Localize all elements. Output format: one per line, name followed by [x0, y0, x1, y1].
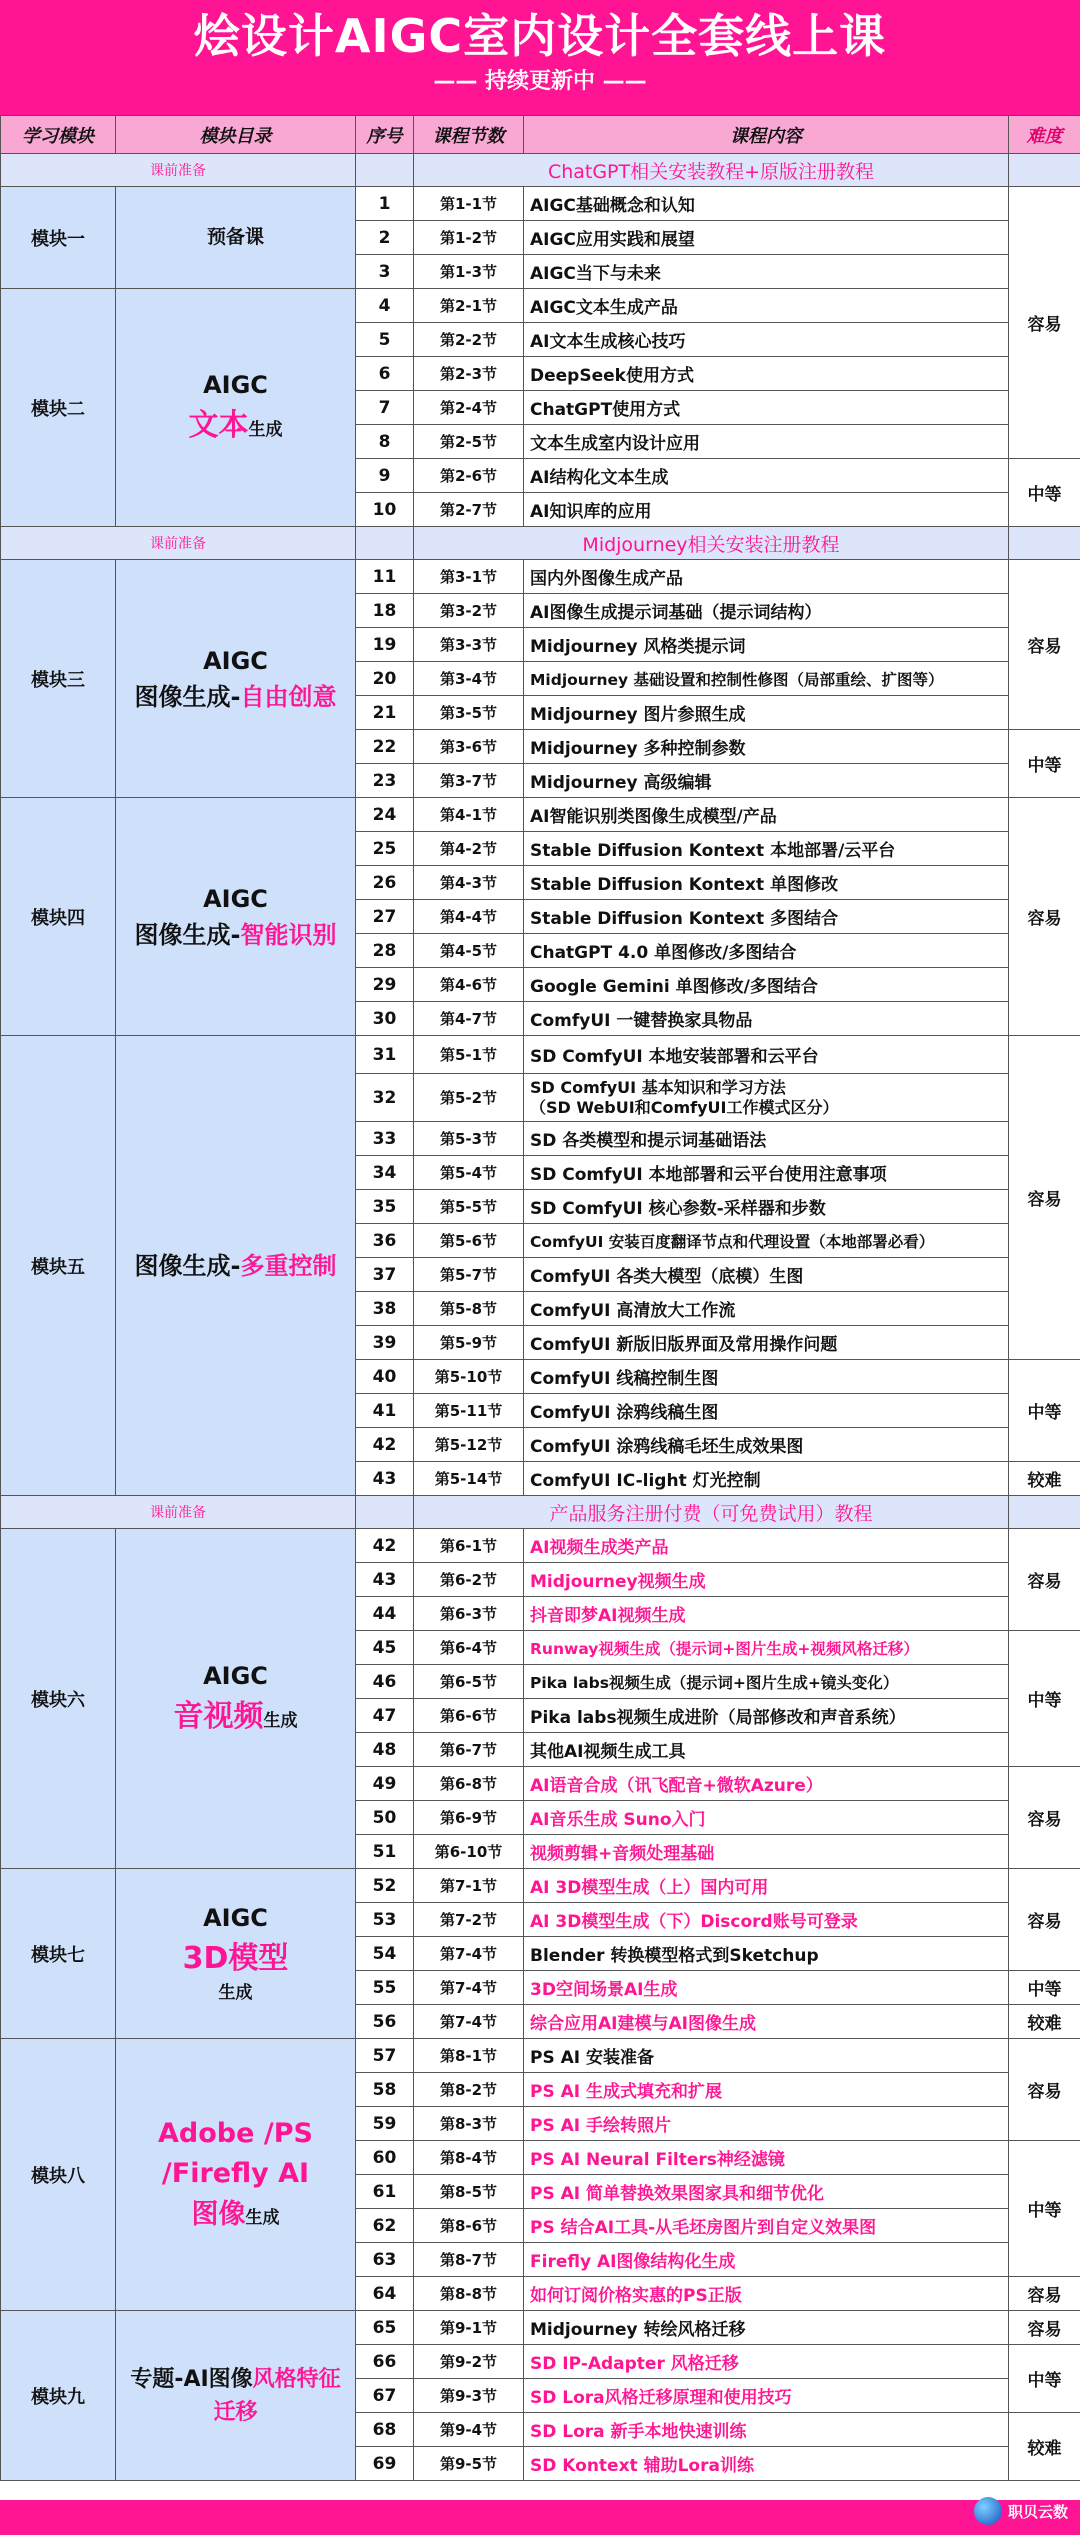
section-cell: 第6-5节: [414, 1665, 524, 1699]
table-row: [1, 289, 1080, 323]
seq-cell: 38: [356, 1292, 414, 1326]
section-cell: 第2-6节: [414, 459, 524, 493]
difficulty-cell: 中等: [1009, 2345, 1080, 2413]
module-dir-highlight: 多重控制: [240, 1251, 337, 1280]
content-cell: AIGC当下与未来: [524, 255, 1009, 289]
section-cell: 第8-4节: [414, 2141, 524, 2175]
seq-cell: 24: [356, 798, 414, 832]
module-directory: [116, 289, 356, 527]
module-dir-text: 图像生成-: [134, 920, 241, 949]
content-cell: SD Lora风格迁移原理和使用技巧: [524, 2379, 1009, 2413]
difficulty-cell: 较难: [1009, 2005, 1080, 2039]
table-row: [1, 1036, 1080, 1074]
module-dir-highlight: 自由创意: [240, 682, 337, 711]
seq-cell: 35: [356, 1190, 414, 1224]
module-dir-text: 专题-AI图像: [130, 2366, 253, 2392]
seq-cell: 33: [356, 1122, 414, 1156]
section-cell: 第4-5节: [414, 934, 524, 968]
globe-logo-icon: [974, 2497, 1002, 2525]
difficulty-cell: 容易: [1009, 187, 1080, 459]
difficulty-cell: 容易: [1009, 1869, 1080, 1971]
section-cell: 第9-2节: [414, 2345, 524, 2379]
col-header-content: 课程内容: [524, 116, 1009, 154]
seq-cell: 18: [356, 594, 414, 628]
seq-cell: 60: [356, 2141, 414, 2175]
seq-cell: 64: [356, 2277, 414, 2311]
section-cell: 第8-5节: [414, 2175, 524, 2209]
page-footer: [0, 2500, 1080, 2535]
content-cell: PS AI 安装准备: [524, 2039, 1009, 2073]
prep-row: [1, 154, 1080, 187]
content-cell: SD IP-Adapter 风格迁移: [524, 2345, 1009, 2379]
module-name: 模块七: [1, 1869, 116, 2039]
content-cell: PS 结合AI工具-从毛坯房图片到自定义效果图: [524, 2209, 1009, 2243]
content-cell: ComfyUI 各类大模型（底模）生图: [524, 1258, 1009, 1292]
difficulty-cell: 较难: [1009, 2413, 1080, 2481]
prep-row: [1, 527, 1080, 560]
content-cell: AIGC应用实践和展望: [524, 221, 1009, 255]
section-cell: 第9-4节: [414, 2413, 524, 2447]
content-cell: 其他AI视频生成工具: [524, 1733, 1009, 1767]
module-name: 模块二: [1, 289, 116, 527]
section-cell: 第2-3节: [414, 357, 524, 391]
content-cell: Midjourney 基础设置和控制性修图（局部重绘、扩图等）: [524, 662, 1009, 696]
module-dir-suffix: 生成: [248, 420, 283, 440]
module-dir-suffix: 生成: [218, 1983, 253, 2004]
section-cell: 第1-3节: [414, 255, 524, 289]
seq-cell: 43: [356, 1462, 414, 1496]
content-cell: ComfyUI 高清放大工作流: [524, 1292, 1009, 1326]
watermark: [974, 2497, 1068, 2525]
section-cell: 第4-6节: [414, 968, 524, 1002]
seq-cell: 3: [356, 255, 414, 289]
section-cell: 第5-3节: [414, 1122, 524, 1156]
table-row: [1, 560, 1080, 594]
section-cell: 第3-7节: [414, 764, 524, 798]
content-cell: Stable Diffusion Kontext 本地部署/云平台: [524, 832, 1009, 866]
section-cell: 第4-3节: [414, 866, 524, 900]
content-cell: Stable Diffusion Kontext 单图修改: [524, 866, 1009, 900]
table-row: [1, 2311, 1080, 2345]
seq-cell: 58: [356, 2073, 414, 2107]
module-dir-line: AIGC: [203, 646, 268, 675]
seq-cell: 32: [356, 1074, 414, 1122]
table-row: [1, 2039, 1080, 2073]
content-cell: AI语音合成（讯飞配音+微软Azure）: [524, 1767, 1009, 1801]
content-cell: ComfyUI 涂鸦线稿生图: [524, 1394, 1009, 1428]
difficulty-cell: 中等: [1009, 1631, 1080, 1767]
difficulty-cell: 中等: [1009, 2141, 1080, 2277]
content-cell: Runway视频生成（提示词+图片生成+视频风格迁移）: [524, 1631, 1009, 1665]
difficulty-cell: 较难: [1009, 1462, 1080, 1496]
seq-cell: 29: [356, 968, 414, 1002]
seq-cell: 20: [356, 662, 414, 696]
col-header-section: 课程节数: [414, 116, 524, 154]
section-cell: 第7-2节: [414, 1903, 524, 1937]
section-cell: 第9-5节: [414, 2447, 524, 2481]
content-line-sub: （SD WebUI和ComfyUI工作模式区分）: [530, 1097, 839, 1117]
difficulty-cell: 中等: [1009, 1360, 1080, 1462]
seq-cell: 30: [356, 1002, 414, 1036]
module-dir-line: 迁移: [213, 2399, 258, 2425]
module-directory: [116, 560, 356, 798]
seq-cell: 22: [356, 730, 414, 764]
module-name: 模块一: [1, 187, 116, 289]
content-cell: 抖音即梦AI视频生成: [524, 1597, 1009, 1631]
seq-cell: 68: [356, 2413, 414, 2447]
content-cell: 国内外图像生成产品: [524, 560, 1009, 594]
seq-cell: 54: [356, 1937, 414, 1971]
seq-cell: 44: [356, 1597, 414, 1631]
seq-cell: 28: [356, 934, 414, 968]
module-dir-highlight: 风格特征: [252, 2366, 341, 2392]
page-subtitle: —— 持续更新中 ——: [433, 69, 647, 94]
seq-cell: 21: [356, 696, 414, 730]
content-cell: AI图像生成提示词基础（提示词结构）: [524, 594, 1009, 628]
section-cell: 第5-7节: [414, 1258, 524, 1292]
content-cell: ComfyUI 涂鸦线稿毛坯生成效果图: [524, 1428, 1009, 1462]
module-directory: [116, 2039, 356, 2311]
content-cell: ComfyUI 一键替换家具物品: [524, 1002, 1009, 1036]
seq-cell: 49: [356, 1767, 414, 1801]
section-cell: 第5-12节: [414, 1428, 524, 1462]
section-cell: 第5-2节: [414, 1074, 524, 1122]
content-cell: SD ComfyUI 本地安装部署和云平台: [524, 1036, 1009, 1074]
content-cell: DeepSeek使用方式: [524, 357, 1009, 391]
seq-cell: 50: [356, 1801, 414, 1835]
table-row: [1, 187, 1080, 221]
section-cell: 第4-4节: [414, 900, 524, 934]
seq-cell: 55: [356, 1971, 414, 2005]
seq-cell: 8: [356, 425, 414, 459]
content-cell: ChatGPT 4.0 单图修改/多图结合: [524, 934, 1009, 968]
section-cell: 第8-7节: [414, 2243, 524, 2277]
content-cell: SD Lora 新手本地快速训练: [524, 2413, 1009, 2447]
difficulty-cell: 中等: [1009, 1971, 1080, 2005]
section-cell: 第5-14节: [414, 1462, 524, 1496]
content-cell: AI视频生成类产品: [524, 1529, 1009, 1563]
section-cell: 第9-3节: [414, 2379, 524, 2413]
content-cell: Midjourney 高级编辑: [524, 764, 1009, 798]
module-name: 模块八: [1, 2039, 116, 2311]
seq-cell: 42: [356, 1529, 414, 1563]
seq-cell: 51: [356, 1835, 414, 1869]
seq-cell: 27: [356, 900, 414, 934]
section-cell: 第7-4节: [414, 1937, 524, 1971]
seq-cell: 63: [356, 2243, 414, 2277]
seq-cell: 37: [356, 1258, 414, 1292]
page-header: [0, 0, 1080, 115]
content-cell: 如何订阅价格实惠的PS正版: [524, 2277, 1009, 2311]
seq-cell: 43: [356, 1563, 414, 1597]
prep-label: 课前准备: [1, 1496, 356, 1529]
content-cell: AI结构化文本生成: [524, 459, 1009, 493]
prep-label: 课前准备: [1, 527, 356, 560]
content-cell: ComfyUI 新版旧版界面及常用操作问题: [524, 1326, 1009, 1360]
content-cell: PS AI Neural Filters神经滤镜: [524, 2141, 1009, 2175]
section-cell: 第7-4节: [414, 2005, 524, 2039]
seq-cell: 31: [356, 1036, 414, 1074]
section-cell: 第8-8节: [414, 2277, 524, 2311]
content-cell: 文本生成室内设计应用: [524, 425, 1009, 459]
content-cell: AIGC文本生成产品: [524, 289, 1009, 323]
module-name: 模块五: [1, 1036, 116, 1496]
content-cell: PS AI 简单替换效果图家具和细节优化: [524, 2175, 1009, 2209]
seq-cell: 46: [356, 1665, 414, 1699]
module-dir-highlight: 智能识别: [240, 920, 337, 949]
table-row: [1, 1869, 1080, 1903]
content-cell: PS AI 手绘转照片: [524, 2107, 1009, 2141]
content-cell: AIGC基础概念和认知: [524, 187, 1009, 221]
seq-cell: 52: [356, 1869, 414, 1903]
content-cell: SD 各类模型和提示词基础语法: [524, 1122, 1009, 1156]
section-cell: 第6-7节: [414, 1733, 524, 1767]
seq-cell: 10: [356, 493, 414, 527]
difficulty-cell: 容易: [1009, 2311, 1080, 2345]
section-cell: 第3-3节: [414, 628, 524, 662]
content-cell: AI文本生成核心技巧: [524, 323, 1009, 357]
seq-cell: 65: [356, 2311, 414, 2345]
difficulty-cell: 中等: [1009, 730, 1080, 798]
table-header-row: [1, 116, 1080, 154]
content-cell: Google Gemini 单图修改/多图结合: [524, 968, 1009, 1002]
table-row: [1, 1529, 1080, 1563]
section-cell: 第6-10节: [414, 1835, 524, 1869]
section-cell: 第4-1节: [414, 798, 524, 832]
section-cell: 第5-9节: [414, 1326, 524, 1360]
module-dir-line: /Firefly AI: [161, 2158, 310, 2190]
module-dir-highlight: 图像: [191, 2198, 246, 2230]
module-name: 模块三: [1, 560, 116, 798]
content-cell: AI知识库的应用: [524, 493, 1009, 527]
seq-cell: 67: [356, 2379, 414, 2413]
content-cell: SD ComfyUI 核心参数-采样器和步数: [524, 1190, 1009, 1224]
seq-cell: 9: [356, 459, 414, 493]
section-cell: 第5-1节: [414, 1036, 524, 1074]
section-cell: 第5-4节: [414, 1156, 524, 1190]
col-header-difficulty: 难度: [1009, 116, 1080, 154]
section-cell: 第8-2节: [414, 2073, 524, 2107]
section-cell: 第1-1节: [414, 187, 524, 221]
content-cell: AI 3D模型生成（下）Discord账号可登录: [524, 1903, 1009, 1937]
difficulty-cell: 容易: [1009, 2039, 1080, 2141]
section-cell: 第1-2节: [414, 221, 524, 255]
difficulty-cell: 容易: [1009, 1036, 1080, 1360]
col-header-directory: 模块目录: [116, 116, 356, 154]
module-name: 模块六: [1, 1529, 116, 1869]
difficulty-cell: 容易: [1009, 1767, 1080, 1869]
module-dir-text: 图像生成-: [134, 1251, 241, 1280]
module-dir-line: AIGC: [203, 1662, 268, 1690]
content-cell: SD ComfyUI 本地部署和云平台使用注意事项: [524, 1156, 1009, 1190]
section-cell: 第5-11节: [414, 1394, 524, 1428]
difficulty-cell: 容易: [1009, 798, 1080, 1036]
seq-cell: 56: [356, 2005, 414, 2039]
watermark-text: 职贝云数: [1007, 2502, 1068, 2521]
module-directory: [116, 1869, 356, 2039]
content-cell: Midjourney视频生成: [524, 1563, 1009, 1597]
seq-cell: 47: [356, 1699, 414, 1733]
content-cell: Pika labs视频生成（提示词+图片生成+镜头变化）: [524, 1665, 1009, 1699]
section-cell: 第3-2节: [414, 594, 524, 628]
seq-cell: 57: [356, 2039, 414, 2073]
content-cell: AI智能识别类图像生成模型/产品: [524, 798, 1009, 832]
content-cell: ComfyUI 线稿控制生图: [524, 1360, 1009, 1394]
section-cell: 第4-7节: [414, 1002, 524, 1036]
module-name: 模块四: [1, 798, 116, 1036]
content-cell: Midjourney 多种控制参数: [524, 730, 1009, 764]
section-cell: 第7-4节: [414, 1971, 524, 2005]
section-cell: 第8-3节: [414, 2107, 524, 2141]
course-table: [0, 115, 1080, 2481]
section-cell: 第3-4节: [414, 662, 524, 696]
content-cell: Firefly AI图像结构化生成: [524, 2243, 1009, 2277]
section-cell: 第3-1节: [414, 560, 524, 594]
section-cell: 第6-3节: [414, 1597, 524, 1631]
module-dir-line: AIGC: [203, 1904, 268, 1933]
module-directory: [116, 798, 356, 1036]
prep-label: 课前准备: [1, 154, 356, 187]
prep-title: 产品服务注册付费（可免费试用）教程: [414, 1496, 1009, 1529]
content-line: SD ComfyUI 基本知识和学习方法: [530, 1077, 786, 1097]
module-name: 模块九: [1, 2311, 116, 2481]
content-cell: [524, 1074, 1009, 1122]
difficulty-cell: 容易: [1009, 2277, 1080, 2311]
col-header-module: 学习模块: [1, 116, 116, 154]
content-cell: ChatGPT使用方式: [524, 391, 1009, 425]
seq-cell: 69: [356, 2447, 414, 2481]
section-cell: 第6-6节: [414, 1699, 524, 1733]
module-dir-highlight: 音视频: [173, 1699, 264, 1734]
seq-cell: 11: [356, 560, 414, 594]
seq-cell: 19: [356, 628, 414, 662]
module-directory: [116, 1036, 356, 1496]
seq-cell: 45: [356, 1631, 414, 1665]
content-cell: AI 3D模型生成（上）国内可用: [524, 1869, 1009, 1903]
section-cell: 第2-7节: [414, 493, 524, 527]
seq-cell: 1: [356, 187, 414, 221]
module-dir-suffix: 生成: [245, 2207, 280, 2228]
section-cell: 第6-8节: [414, 1767, 524, 1801]
section-cell: 第5-10节: [414, 1360, 524, 1394]
section-cell: 第6-9节: [414, 1801, 524, 1835]
content-cell: PS AI 生成式填充和扩展: [524, 2073, 1009, 2107]
section-cell: 第8-6节: [414, 2209, 524, 2243]
seq-cell: 53: [356, 1903, 414, 1937]
seq-cell: 23: [356, 764, 414, 798]
section-cell: 第5-8节: [414, 1292, 524, 1326]
seq-cell: 2: [356, 221, 414, 255]
seq-cell: 59: [356, 2107, 414, 2141]
seq-cell: 66: [356, 2345, 414, 2379]
module-dir-line: AIGC: [203, 371, 268, 399]
content-cell: ComfyUI 安装百度翻译节点和代理设置（本地部署必看）: [524, 1224, 1009, 1258]
section-cell: 第2-2节: [414, 323, 524, 357]
seq-cell: 40: [356, 1360, 414, 1394]
content-cell: 综合应用AI建模与AI图像生成: [524, 2005, 1009, 2039]
section-cell: 第6-4节: [414, 1631, 524, 1665]
difficulty-cell: 容易: [1009, 1529, 1080, 1631]
content-cell: Stable Diffusion Kontext 多图结合: [524, 900, 1009, 934]
seq-cell: 62: [356, 2209, 414, 2243]
prep-title: Midjourney相关安装注册教程: [414, 527, 1009, 560]
seq-cell: 34: [356, 1156, 414, 1190]
section-cell: 第7-1节: [414, 1869, 524, 1903]
module-dir-suffix: 生成: [263, 1711, 298, 1731]
seq-cell: 39: [356, 1326, 414, 1360]
section-cell: 第2-5节: [414, 425, 524, 459]
content-cell: ComfyUI IC-light 灯光控制: [524, 1462, 1009, 1496]
module-directory: [116, 1529, 356, 1869]
section-cell: 第6-2节: [414, 1563, 524, 1597]
module-directory: 预备课: [116, 187, 356, 289]
section-cell: 第8-1节: [414, 2039, 524, 2073]
section-cell: 第6-1节: [414, 1529, 524, 1563]
section-cell: 第9-1节: [414, 2311, 524, 2345]
module-dir-highlight: 文本: [188, 408, 249, 443]
module-dir-line: Adobe /PS: [158, 2117, 313, 2149]
seq-cell: 61: [356, 2175, 414, 2209]
prep-title: ChatGPT相关安装教程+原版注册教程: [414, 154, 1009, 187]
content-cell: 视频剪辑+音频处理基础: [524, 1835, 1009, 1869]
module-dir-text: 图像生成-: [134, 682, 241, 711]
content-cell: Midjourney 风格类提示词: [524, 628, 1009, 662]
section-cell: 第5-6节: [414, 1224, 524, 1258]
seq-cell: 4: [356, 289, 414, 323]
module-directory: [116, 2311, 356, 2481]
table-row: [1, 798, 1080, 832]
section-cell: 第4-2节: [414, 832, 524, 866]
content-cell: Midjourney 图片参照生成: [524, 696, 1009, 730]
module-dir-highlight: 3D模型: [182, 1941, 289, 1977]
page-title: 烩设计AIGC室内设计全套线上课: [193, 9, 887, 63]
section-cell: 第5-5节: [414, 1190, 524, 1224]
module-dir-line: AIGC: [203, 884, 268, 913]
content-cell: Blender 转换模型格式到Sketchup: [524, 1937, 1009, 1971]
seq-cell: 5: [356, 323, 414, 357]
seq-cell: 25: [356, 832, 414, 866]
difficulty-cell: 容易: [1009, 560, 1080, 730]
content-cell: Pika labs视频生成进阶（局部修改和声音系统）: [524, 1699, 1009, 1733]
content-cell: SD Kontext 辅助Lora训练: [524, 2447, 1009, 2481]
seq-cell: 26: [356, 866, 414, 900]
seq-cell: 41: [356, 1394, 414, 1428]
content-cell: AI音乐生成 Suno入门: [524, 1801, 1009, 1835]
content-cell: 3D空间场景AI生成: [524, 1971, 1009, 2005]
seq-cell: 48: [356, 1733, 414, 1767]
seq-cell: 36: [356, 1224, 414, 1258]
seq-cell: 6: [356, 357, 414, 391]
difficulty-cell: 中等: [1009, 459, 1080, 527]
seq-cell: 7: [356, 391, 414, 425]
section-cell: 第2-1节: [414, 289, 524, 323]
prep-row: [1, 1496, 1080, 1529]
section-cell: 第3-5节: [414, 696, 524, 730]
section-cell: 第2-4节: [414, 391, 524, 425]
section-cell: 第3-6节: [414, 730, 524, 764]
seq-cell: 42: [356, 1428, 414, 1462]
col-header-seq: 序号: [356, 116, 414, 154]
content-cell: Midjourney 转绘风格迁移: [524, 2311, 1009, 2345]
